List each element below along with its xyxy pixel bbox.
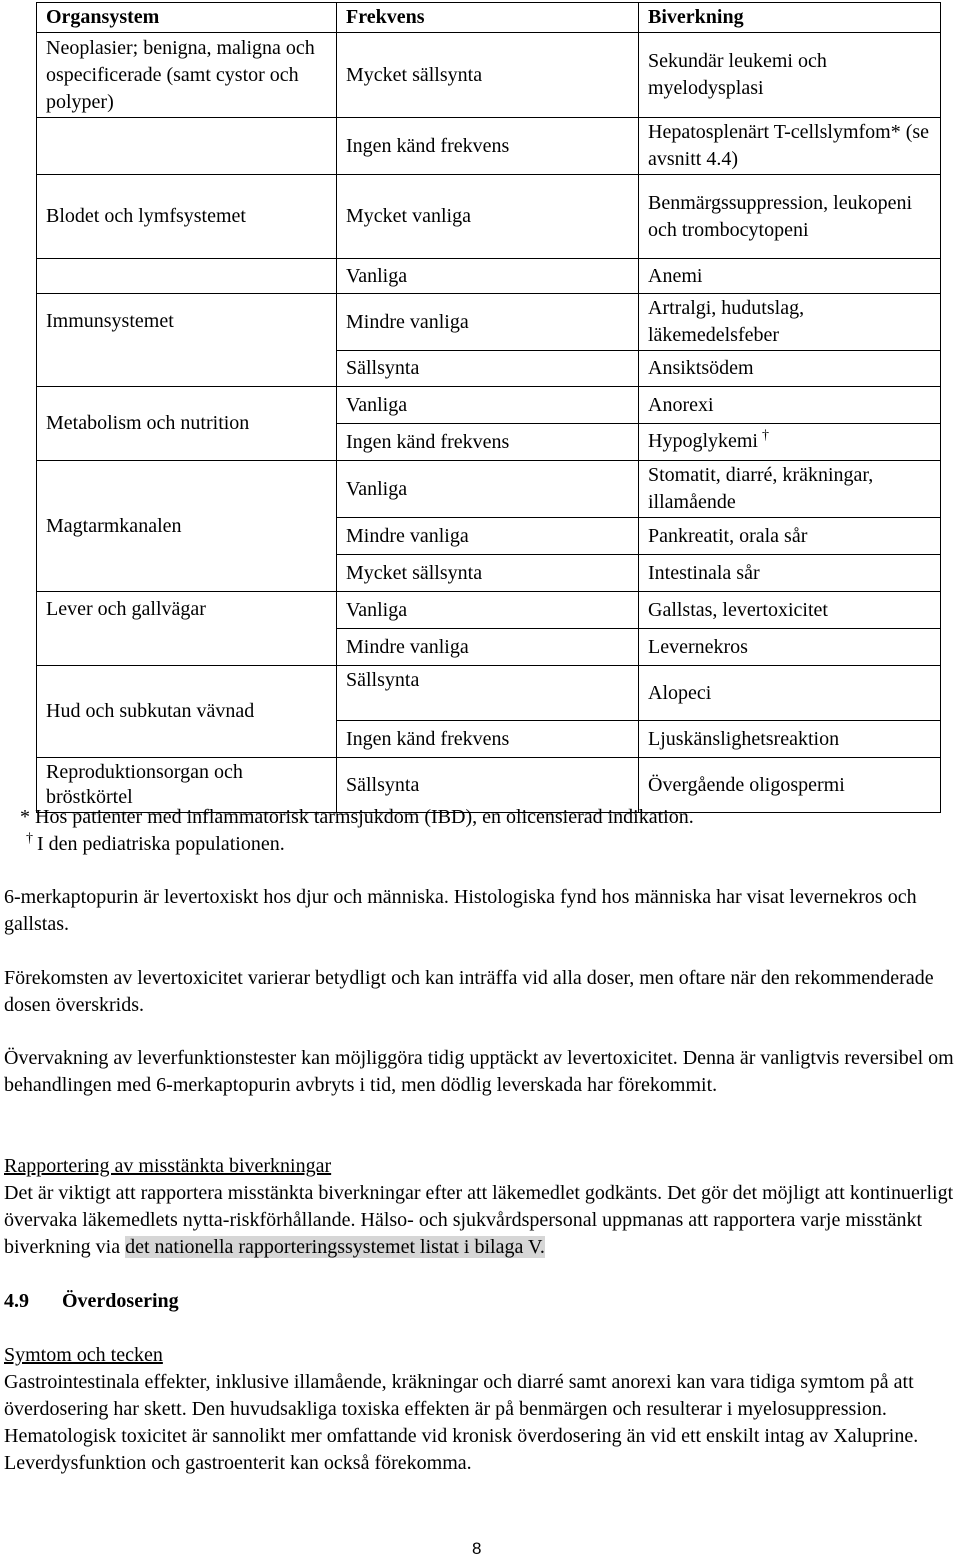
reaction-cell: Intestinala sår [639,555,941,592]
organ-cell: Blodet och lymfsystemet [37,175,337,259]
frequency-cell: Mycket sällsynta [337,33,639,118]
paragraph-hepatotoxicity: 6-merkaptopurin är levertoxiskt hos djur och människa. Histologiska fynd hos människa har visat levernekros och gallstas. [4,886,917,935]
reporting-body: Det är viktigt att rapportera misstänkta biverkningar efter att läkemedlet godkänts. Det gör det möjligt att kontinuerligt övervaka läkemedlets nytta-riskförhållande. Hälso- och sjukvårdspersonal uppmanas att rapportera varje misstänkt biverkning via [4,1182,954,1258]
reaction-cell: Pankreatit, orala sår [639,518,941,555]
organ-cell: Lever och gallvägar [37,592,337,666]
footnote-dagger [20,831,694,860]
symptoms-text: Gastrointestinala effekter, inklusive illamående, kräkningar och diarré samt anorexi kan vara tidiga symtom på att överdosering har skett. Den huvudsakliga toxiska effekten är på benmärgen och resulterar i myelosuppression. Hematologisk toxicitet är sannolikt mer omfattande vid kronisk överdosering än vid ett enskilt intag av Xaluprine. Leverdysfunktion och gastroenterit kan också förekomma. [4,1371,919,1474]
table-header-row [37,3,941,33]
reaction-cell: Levernekros [639,629,941,666]
frequency-cell: Vanliga [337,592,639,629]
table-row [37,592,941,629]
reaction-cell: Ljuskänslighetsreaktion [639,721,941,758]
reaction-cell: Artralgi, hudutslag, läkemedelsfeber [639,294,941,351]
frequency-cell: Ingen känd frekvens [337,424,639,461]
page-number: 8 [472,1539,482,1558]
frequency-cell: Mycket vanliga [337,175,639,259]
header-organsystem: Organsystem [37,3,337,33]
frequency-cell: Sällsynta [337,666,639,721]
reporting-heading: Rapportering av misstänkta biverkningar [4,1155,332,1177]
footnote-dagger-text: I den pediatriska populationen. [37,833,285,855]
organ-cell-empty [37,259,337,294]
frequency-cell: Vanliga [337,387,639,424]
paragraph-incidence: Förekomsten av levertoxicitet varierar betydligt och kan inträffa vid alla doser, men oftare när den rekommenderade dosen överskrids. [4,967,934,1016]
dagger-mark: † [762,427,769,443]
table-row [37,118,941,175]
reaction-cell: Benmärgssuppression, leukopeni och trombocytopeni [639,175,941,259]
reaction-cell: Ansiktsödem [639,351,941,387]
frequency-cell: Ingen känd frekvens [337,721,639,758]
table-row [37,259,941,294]
reaction-cell: Alopeci [639,666,941,721]
table-row [37,294,941,351]
reaction-cell: Stomatit, diarré, kräkningar, illamående [639,461,941,518]
dagger-mark: † [26,831,33,846]
frequency-cell: Vanliga [337,461,639,518]
frequency-cell: Sällsynta [337,758,639,813]
reporting-system-link[interactable]: det nationella rapporteringssystemet listat i bilaga V. [125,1236,545,1258]
organ-cell: Neoplasier; benigna, maligna och ospecificerade (samt cystor och polyper) [37,33,337,118]
table-row [37,387,941,424]
table-row [37,33,941,118]
frequency-cell: Mycket sällsynta [337,555,639,592]
reporting-text [4,1180,956,1261]
table-row [37,461,941,518]
header-frekvens: Frekvens [337,3,639,33]
reporting-section [4,1153,956,1261]
section-title: Överdosering [62,1290,179,1312]
organ-cell: Hud och subkutan vävnad [37,666,337,758]
organ-cell: Magtarmkanalen [37,461,337,592]
organ-text: Reproduktionsorgan och bröstkörtel [46,761,243,808]
organ-cell: Metabolism och nutrition [37,387,337,461]
table-footnotes [20,804,694,860]
reaction-cell: Anemi [639,259,941,294]
table-row [37,666,941,721]
frequency-cell: Mindre vanliga [337,629,639,666]
footnote-star: * Hos patienter med inflammatorisk tarmsjukdom (IBD), en olicensierad indikation. [20,806,694,828]
organ-cell: Immunsystemet [37,294,337,387]
header-biverkning: Biverkning [639,3,941,33]
reaction-text: Hypoglykemi [648,429,758,452]
table-row [37,175,941,259]
paragraph-monitoring: Övervakning av leverfunktionstester kan möjliggöra tidig upptäckt av levertoxicitet. Denna är vanligtvis reversibel om behandlingen med 6-merkaptopurin avbryts i tid, men dödlig leverskada har förekommit. [4,1047,954,1096]
reaction-cell: Gallstas, levertoxicitet [639,592,941,629]
reaction-cell: Övergående oligospermi [639,758,941,813]
reaction-cell: Hepatosplenärt T-cellslymfom* (se avsnitt 4.4) [639,118,941,175]
section-heading [4,1288,179,1315]
frequency-cell: Ingen känd frekvens [337,118,639,175]
reaction-cell: Sekundär leukemi och myelodysplasi [639,33,941,118]
adverse-reactions-table [36,2,940,813]
symptoms-section [4,1342,956,1477]
reaction-cell: Anorexi [639,387,941,424]
organ-cell-empty [37,118,337,175]
reaction-cell [639,424,941,461]
frequency-cell: Sällsynta [337,351,639,387]
section-number: 4.9 [4,1290,29,1312]
frequency-cell: Vanliga [337,259,639,294]
frequency-cell: Mindre vanliga [337,518,639,555]
frequency-cell: Mindre vanliga [337,294,639,351]
symptoms-heading: Symtom och tecken [4,1344,163,1366]
